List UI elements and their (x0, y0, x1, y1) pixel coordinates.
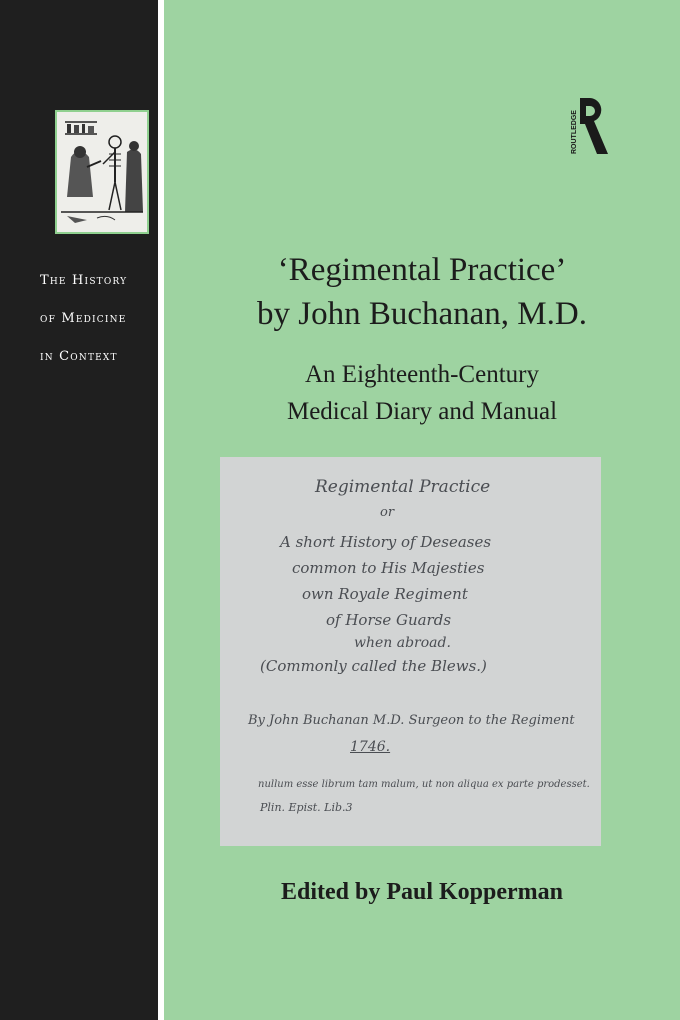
series-line-2: of Medicine (40, 311, 127, 326)
series-line-3: in Context (40, 349, 118, 364)
series-line-1: The History (40, 273, 128, 288)
subtitle-line-1: An Eighteenth-Century (305, 361, 539, 388)
editor-credit: Edited by Paul Kopperman (280, 879, 564, 905)
spine-divider (158, 0, 164, 1020)
manuscript-line: or (380, 505, 395, 520)
manuscript-line: 1746. (350, 739, 391, 755)
woodcut-illustration (55, 110, 149, 234)
manuscript-line: A short History of Deseases (280, 533, 492, 551)
manuscript-line: Regimental Practice (315, 477, 491, 497)
subtitle-line-2: Medical Diary and Manual (286, 398, 558, 425)
title-line-2: by John Buchanan, M.D. (257, 296, 587, 332)
manuscript-line: nullum esse librum tam malum, ut non aliqua ex parte prodesset. (258, 779, 590, 790)
publisher-name: ROUTLEDGE (571, 110, 578, 154)
routledge-logo (566, 96, 610, 156)
manuscript-line: own Royale Regiment (302, 585, 468, 603)
manuscript-line: when abroad. (354, 635, 451, 651)
series-title (40, 262, 160, 376)
manuscript-line: Plin. Epist. Lib.3 (260, 801, 353, 814)
manuscript-line: of Horse Guards (326, 611, 452, 629)
manuscript-image (220, 457, 601, 846)
book-subtitle (164, 356, 680, 430)
title-line-1: ‘Regimental Practice’ (277, 252, 567, 288)
manuscript-line: By John Buchanan M.D. Surgeon to the Regiment (248, 713, 575, 728)
manuscript-line: (Commonly called the Blews.) (260, 657, 487, 675)
book-title (164, 248, 680, 336)
manuscript-line: common to His Majesties (292, 559, 485, 577)
